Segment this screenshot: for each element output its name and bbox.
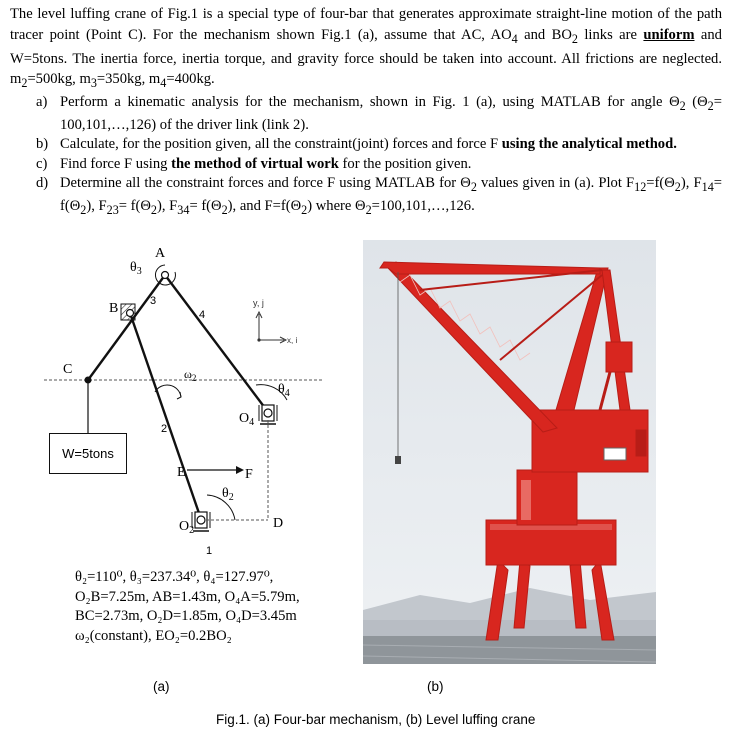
axis-indicator [256,312,286,343]
question-a: a) Perform a kinematic analysis for the mechanism, shown in Fig. 1 (a), using MATLAB for angle $\Theta_2$ ($\Theta_2=$ 100,101,…,126) of the driver link (link 2). [36,94,722,134]
figure-caption: Fig.1. (a) Four-bar mechanism, (b) Level luffing crane [216,712,536,727]
label-link-3: 3 [150,295,157,307]
joint-a [162,272,169,279]
four-bar-diagram [44,246,322,557]
label-o2: $O_2$ [179,519,195,536]
weight-box [49,433,127,474]
label-theta4: $\theta_4$ [278,382,290,399]
question-d: d) Determine all the constraint forces and force F using MATLAB for $\Theta_2$ values given in (a). Plot $F_{12}=f(\Theta_2)$, $F_{14}= f(\Theta_2)$, $F_{23}= f(\Theta_2)$, $F_{34}= f(\Theta_2)$, and $F=f(\Theta_2)$ where $\Theta_2=100,101,\dots,126$. [36,174,722,217]
label-omega2: $\omega_2$ [184,367,197,383]
crane-photo [363,240,656,664]
label-link-4: 4 [199,309,206,321]
link-3-line [88,275,165,380]
label-theta3: $\theta_3$ [130,260,142,277]
link-2-line [130,313,201,519]
label-e: E [177,465,186,480]
param-angles: θ₂=110⁰, θ₃=237.34⁰, θ₄=127.97⁰, [75,569,274,585]
omega2-arrowhead [177,392,181,399]
param-lengths-1: O₂B=7.25m, AB=1.43m, O₄A=5.79m, [75,588,300,605]
joint-b-pin [127,310,134,317]
weight-label: W=5tons [62,446,114,461]
label-a: A [155,246,166,261]
question-c: c) Find force F using the method of virtual work for the position given. [36,155,472,172]
subfigure-b-label: (b) [427,679,444,694]
joint-c [85,377,92,384]
label-o4: $O_4$ [239,411,255,428]
label-theta2: $\theta_2$ [222,486,234,503]
link-4-line [165,275,268,412]
label-d: D [273,516,284,531]
label-link-1: 1 [206,545,213,557]
uniform-emphasis: uniform [643,26,695,43]
subfigure-a-label: (a) [153,679,170,694]
label-f: F [245,467,253,482]
label-c: C [63,362,73,377]
label-b: B [109,301,119,316]
param-omega: ω₂(constant), EO₂=0.2BO₂ [75,627,232,644]
mechanism-parameters [75,568,300,646]
problem-intro: The level luffing crane of Fig.1 is a special type of four-bar that generates approximate straight-line motion of the path tracer point (Point C). For the mechanism shown Fig.1 (a), assume that AC, $AO_4$ and $BO_2$ links are uniform and W=5tons. The inertia force, inertia torque, and gravity force should be taken into account. All frictions are neglected. $m_2=500kg$, $m_3=350kg$, $m_4=400kg$. [10,6,722,91]
label-link-2: 2 [161,423,168,435]
label-axis-y: y, j [253,298,264,308]
question-b: b) Calculate, for the position given, all the constraint(joint) forces and force F using the analytical method. [36,136,677,153]
param-lengths-2: BC=2.73m, O₂D=1.85m, O₄D=3.45m [75,608,297,624]
pivot-o2 [192,512,210,531]
label-axis-x: x, i [287,336,298,345]
force-f-arrowhead [236,466,244,474]
